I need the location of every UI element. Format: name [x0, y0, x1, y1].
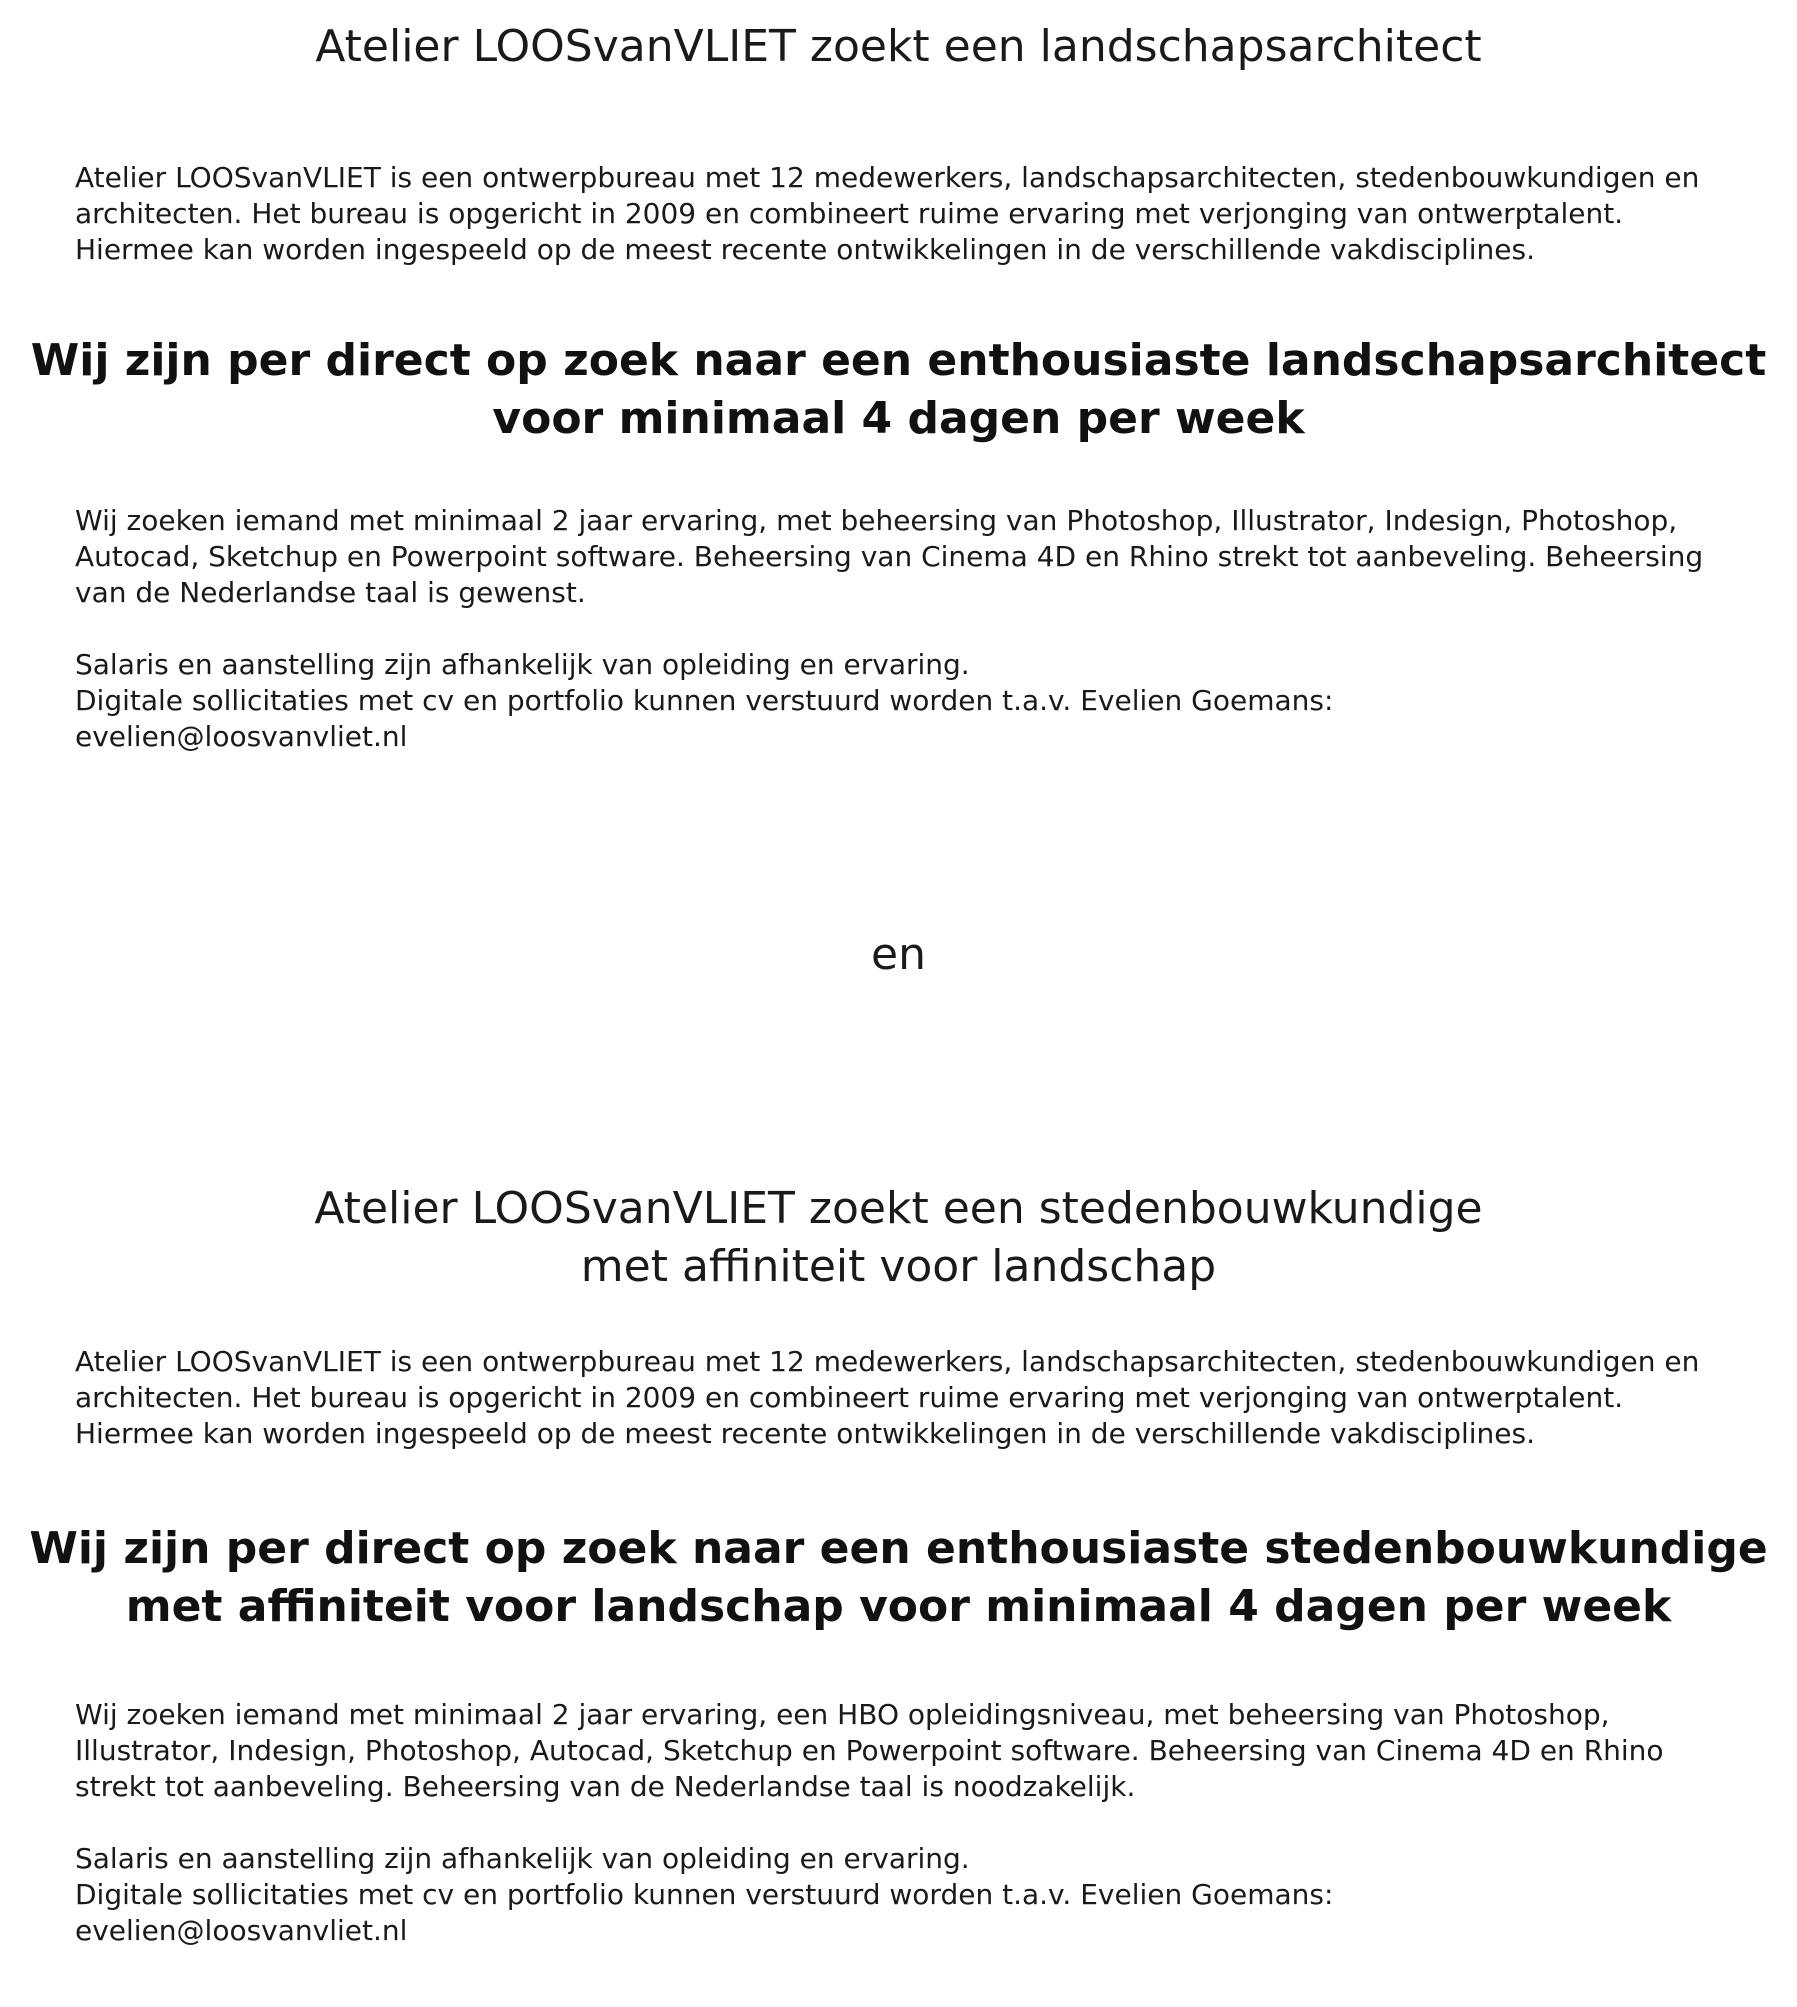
job2-requirements	[75, 1697, 1725, 1805]
job1-email-link[interactable]: evelien@loosvanvliet.nl	[75, 720, 408, 753]
job1-salary: Salaris en aanstelling zijn afhankelijk van opleiding en ervaring.	[75, 648, 970, 681]
job1-heading	[0, 332, 1797, 448]
job2-salary: Salaris en aanstelling zijn afhankelijk van opleiding en ervaring.	[75, 1842, 970, 1875]
separator-text: en	[871, 929, 926, 980]
job2-requirements-line-2: Illustrator, Indesign, Photoshop, Autocad, Sketchup en Powerpoint software. Beheersing van Cinema 4D en Rhino	[75, 1734, 1664, 1767]
job1-apply: Digitale sollicitaties met cv en portfolio kunnen verstuurd worden t.a.v. Evelien Goemans:	[75, 684, 1334, 717]
job2-contact	[75, 1841, 1725, 1949]
job1-intro	[75, 160, 1725, 268]
job1-intro-line-2: architecten. Het bureau is opgericht in 2009 en combineert ruime ervaring met verjonging van ontwerptalent.	[75, 197, 1624, 230]
job1-title-line: Atelier LOOSvanVLIET zoekt een landschapsarchitect	[315, 21, 1482, 72]
job1-requirements	[75, 503, 1725, 611]
job2-apply: Digitale sollicitaties met cv en portfolio kunnen verstuurd worden t.a.v. Evelien Goemans:	[75, 1878, 1334, 1911]
job2-intro-line-3: Hiermee kan worden ingespeeld op de meest recente ontwikkelingen in de verschillende vakdisciplines.	[75, 1417, 1535, 1450]
job1-requirements-line-2: Autocad, Sketchup en Powerpoint software. Beheersing van Cinema 4D en Rhino strekt tot aanbeveling. Beheersing	[75, 540, 1704, 573]
job2-title-line-1: Atelier LOOSvanVLIET zoekt een stedenbouwkundige	[314, 1183, 1483, 1234]
job2-title-line-2: met affiniteit voor landschap	[580, 1241, 1217, 1292]
job1-intro-line-1: Atelier LOOSvanVLIET is een ontwerpbureau met 12 medewerkers, landschapsarchitecten, stedenbouwkundigen en	[75, 161, 1700, 194]
job2-requirements-line-3: strekt tot aanbeveling. Beheersing van de Nederlandse taal is noodzakelijk.	[75, 1770, 1136, 1803]
job2-intro	[75, 1344, 1725, 1452]
job1-intro-line-3: Hiermee kan worden ingespeeld op de meest recente ontwikkelingen in de verschillende vakdisciplines.	[75, 233, 1535, 266]
job2-title	[0, 1180, 1797, 1296]
job1-requirements-line-1: Wij zoeken iemand met minimaal 2 jaar ervaring, met beheersing van Photoshop, Illustrator, Indesign, Photoshop,	[75, 504, 1678, 537]
job1-heading-line-1: Wij zijn per direct op zoek naar een enthousiaste landschapsarchitect	[30, 335, 1767, 386]
job2-intro-line-2: architecten. Het bureau is opgericht in 2009 en combineert ruime ervaring met verjonging van ontwerptalent.	[75, 1381, 1624, 1414]
job2-requirements-line-1: Wij zoeken iemand met minimaal 2 jaar ervaring, een HBO opleidingsniveau, met beheersing van Photoshop,	[75, 1698, 1610, 1731]
job1-title	[0, 18, 1797, 76]
job1-contact	[75, 647, 1725, 755]
job1-heading-line-2: voor minimaal 4 dagen per week	[492, 393, 1305, 444]
job1-requirements-line-3: van de Nederlandse taal is gewenst.	[75, 576, 586, 609]
job2-heading	[0, 1520, 1797, 1636]
job2-heading-line-2: met affiniteit voor landschap voor minimaal 4 dagen per week	[125, 1581, 1672, 1632]
job2-heading-line-1: Wij zijn per direct op zoek naar een enthousiaste stedenbouwkundige	[29, 1523, 1768, 1574]
job2-intro-line-1: Atelier LOOSvanVLIET is een ontwerpbureau met 12 medewerkers, landschapsarchitecten, stedenbouwkundigen en	[75, 1345, 1700, 1378]
job2-email-link[interactable]: evelien@loosvanvliet.nl	[75, 1914, 408, 1947]
